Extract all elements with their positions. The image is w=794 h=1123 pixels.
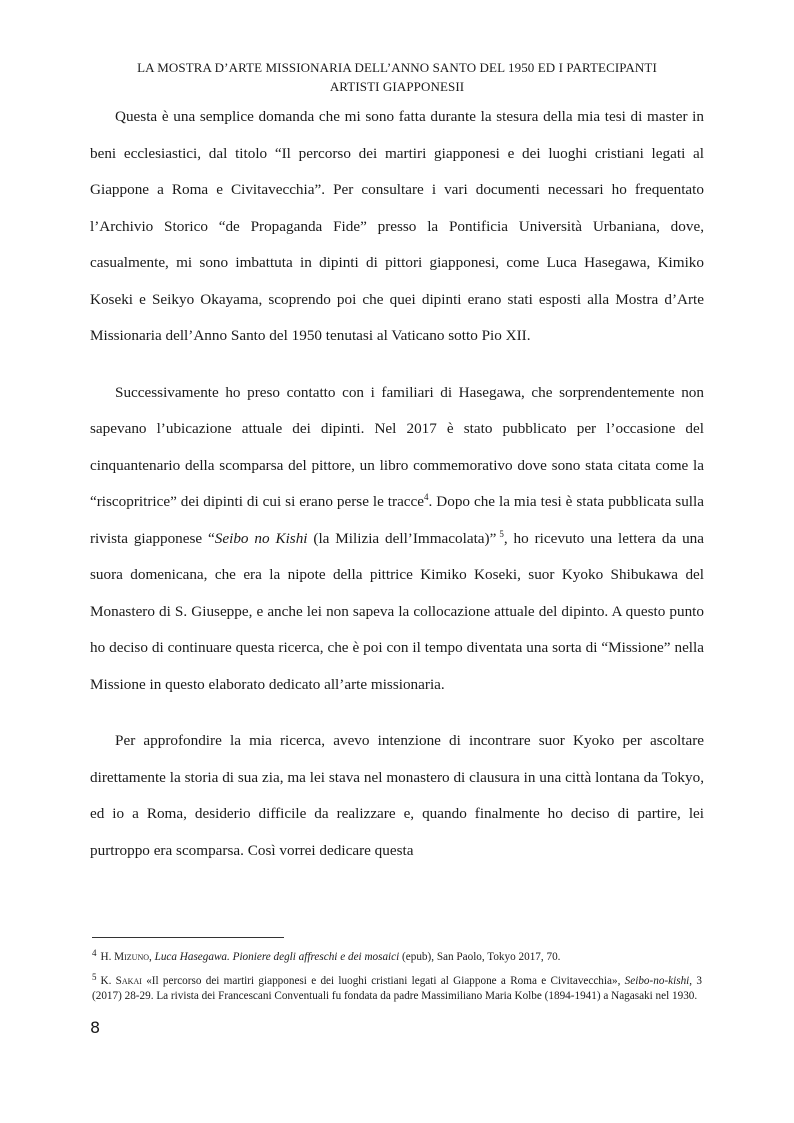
running-header-line-2: ARTISTI GIAPPONESII — [329, 79, 465, 94]
footnote-4-title: Luca Hasegawa. Pioniere degli affreschi e dei mosaici — [154, 951, 400, 963]
journal-title: Seibo no Kishi — [214, 529, 308, 547]
footnote-5 — [92, 970, 702, 1004]
footnotes — [92, 946, 702, 1009]
paragraph-2-text-c: (la Milizia dell’Immacolata)” — [307, 529, 497, 547]
footnote-5-journal: Seibo-no-kishi — [624, 975, 690, 987]
paragraph-2-text-b: . Dopo che la mia tesi è stata pubblicata sulla rivista giapponese “ — [90, 493, 704, 547]
footnote-ref-4[interactable]: 4 — [424, 492, 429, 502]
running-header-line-1: LA MOSTRA D’ARTE MISSIONARIA DELL’ANNO SANTO DEL 1950 ED I PARTECIPANTI — [137, 60, 657, 75]
footnote-separator — [92, 937, 284, 938]
footnote-4-author: H. Mizuno, — [100, 951, 152, 963]
footnote-4-rest: (epub), San Paolo, Tokyo 2017, 70. — [402, 951, 561, 963]
paragraph-2-text-d: , ho ricevuto una lettera da una suora domenicana, che era la nipote della pittrice Kimiko Koseki, suor Kyoko Shibukawa del Monastero di S. Giuseppe, e anche lei non sapeva la collocazione attuale del dipinto. A questo punto ho deciso di continuare questa ricerca, che è poi con il tempo diventata una sorta di “Missione” nella Missione in questo elaborato dedicato all’arte missionaria. — [90, 529, 704, 693]
main-text — [90, 99, 704, 869]
footnote-5-text-1: «Il percorso dei martiri giapponesi e dei luoghi cristiani legati al Giappone a Roma e Civitavecchia», — [146, 975, 621, 987]
running-header — [90, 58, 704, 96]
paragraph-2-text-a: Successivamente ho preso contatto con i familiari di Hasegawa, che sorprendentemente non sapevano l’ubicazione attuale dei dipinti. Nel 2017 è stato pubblicato per l’occasione del cinquantenario della scomparsa del pittore, un libro commemorativo dove sono stata citata come la “riscopritrice” dei dipinti di cui si erano perse le tracce — [90, 383, 704, 510]
footnote-5-number: 5 — [92, 972, 97, 982]
page-number: 8 — [90, 1018, 101, 1037]
footnote-5-author: K. Sakai — [100, 975, 142, 987]
paragraph-1: Questa è una semplice domanda che mi sono fatta durante la stesura della mia tesi di master in beni ecclesiastici, dal titolo “Il percorso dei martiri giapponesi e dei luoghi cristiani legati al Giappone a Roma e Civitavecchia”. Per consultare i vari documenti necessari ho frequentato l’Archivio Storico “de Propaganda Fide” presso la Pontificia Università Urbaniana, dove, casualmente, mi sono imbattuta in dipinti di pittori giapponesi, come Luca Hasegawa, Kimiko Koseki e Seikyo Okayama, scoprendo poi che quei dipinti erano stati esposti alla Mostra d’Arte Missionaria dell’Anno Santo del 1950 tenutasi al Vaticano sotto Pio XII. — [90, 108, 704, 344]
paragraph-2 — [90, 375, 704, 704]
footnote-4 — [92, 946, 702, 965]
paragraph-3: Per approfondire la mia ricerca, avevo intenzione di incontrare suor Kyoko per ascoltare direttamente la storia di sua zia, ma lei stava nel monastero di clausura in una città lontana da Tokyo, ed io a Roma, desiderio difficile da realizzare e, quando finalmente ho deciso di partire, lei purtroppo era scomparsa. Così vorrei dedicare questa — [90, 732, 704, 859]
footnote-ref-5[interactable]: 5 — [499, 528, 504, 539]
footnote-5-text-2: , 3 (2017) 28-29. La rivista dei Francescani Conventuali fu fondata da padre Massimiliano Maria Kolbe (1894-1941) a Nagasaki nel 1930. — [92, 975, 702, 1002]
footnote-4-number: 4 — [92, 948, 97, 958]
